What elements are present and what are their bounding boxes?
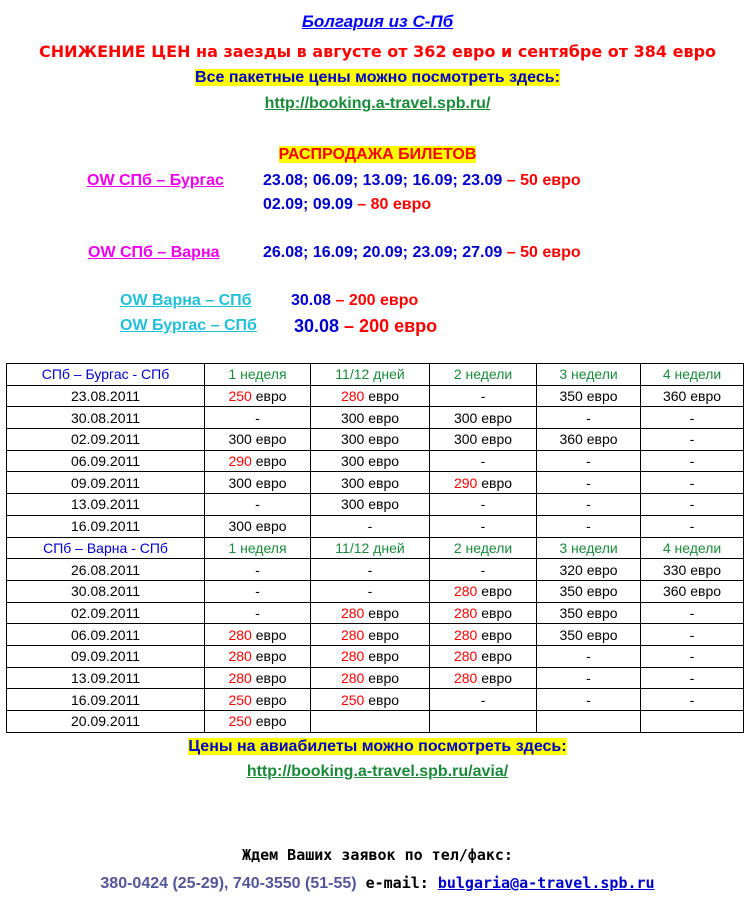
price-currency: евро <box>477 669 513 686</box>
price-value: 280 <box>228 626 252 643</box>
duration-header-cell: 2 недели <box>430 537 537 559</box>
sale-dates: 30.08 <box>291 292 332 309</box>
price-value: 280 <box>453 648 478 665</box>
price-value: 280 <box>340 604 365 621</box>
table-row <box>7 450 744 472</box>
price-currency: евро <box>251 669 287 686</box>
avia-note-text: Цены на авиабилеты можно посмотреть здесь: <box>188 738 567 755</box>
price-cell: 330 евро <box>641 559 744 581</box>
table-row <box>7 624 744 646</box>
price-currency: евро <box>477 583 513 600</box>
date-cell: 06.09.2011 <box>7 450 205 472</box>
phone-numbers: 380-0424 (25-29), 740-3550 (51-55) <box>100 875 357 892</box>
price-cell <box>430 602 537 624</box>
price-cell: 320 евро <box>537 559 641 581</box>
price-value: 280 <box>340 626 365 643</box>
table-row <box>7 385 744 407</box>
discount-banner: СНИЖЕНИЕ ЦЕН на заезды в августе от 362 евро и сентябре от 384 евро <box>38 42 717 61</box>
price-cell: - <box>311 515 430 537</box>
price-value: 280 <box>453 583 478 600</box>
price-value: 280 <box>228 669 252 686</box>
price-cell <box>205 624 311 646</box>
price-cell: - <box>311 559 430 581</box>
price-value: 250 <box>228 388 252 405</box>
table-row <box>7 515 744 537</box>
sale-line-burgas-spb-1 <box>294 316 437 337</box>
price-cell: 360 евро <box>641 385 744 407</box>
route-label-burgas-spb[interactable]: OW Бургас – СПб <box>120 317 257 334</box>
date-cell: 30.08.2011 <box>7 580 205 602</box>
table-row <box>7 689 744 711</box>
price-cell: - <box>537 472 641 494</box>
sale-price: – 50 евро <box>502 172 581 189</box>
date-cell: 16.09.2011 <box>7 515 205 537</box>
route-header-cell: СПб – Бургас - СПб <box>7 364 205 386</box>
price-cell <box>205 645 311 667</box>
sale-title-text: РАСПРОДАЖА БИЛЕТОВ <box>278 146 477 163</box>
date-cell: 06.09.2011 <box>7 624 205 646</box>
price-cell: - <box>641 407 744 429</box>
price-cell: 350 евро <box>537 624 641 646</box>
price-cell: 300 евро <box>311 450 430 472</box>
email-label: e-mail: <box>356 874 438 892</box>
price-cell <box>205 385 311 407</box>
page-title: Болгария из С-Пб <box>301 12 454 31</box>
price-cell: - <box>537 407 641 429</box>
duration-header-cell: 4 недели <box>641 537 744 559</box>
duration-header-cell: 2 недели <box>430 364 537 386</box>
price-cell <box>311 689 430 711</box>
table-row <box>7 559 744 581</box>
sale-line-varna-spb-1 <box>291 292 418 310</box>
date-cell: 09.09.2011 <box>7 645 205 667</box>
sale-line-spb-burgas-2 <box>263 196 431 214</box>
price-cell: - <box>641 667 744 689</box>
price-cell: - <box>430 494 537 516</box>
price-cell: - <box>430 385 537 407</box>
price-cell <box>430 624 537 646</box>
price-cell: 350 евро <box>537 602 641 624</box>
sale-route-spb-burgas <box>87 172 224 190</box>
table-row <box>7 645 744 667</box>
sale-route-varna-spb <box>120 292 252 310</box>
price-cell: 360 евро <box>641 580 744 602</box>
table-row <box>7 667 744 689</box>
duration-header-cell: 11/12 дней <box>311 537 430 559</box>
date-cell: 09.09.2011 <box>7 472 205 494</box>
price-cell: - <box>430 689 537 711</box>
price-cell: - <box>537 450 641 472</box>
price-cell <box>430 645 537 667</box>
price-cell <box>311 645 430 667</box>
price-cell <box>205 667 311 689</box>
price-cell: - <box>205 559 311 581</box>
price-cell <box>537 711 641 733</box>
price-value: 280 <box>453 604 478 621</box>
table-row <box>7 602 744 624</box>
date-cell: 16.09.2011 <box>7 689 205 711</box>
price-cell: 360 евро <box>537 429 641 451</box>
sale-title <box>0 146 755 164</box>
avia-link[interactable]: http://booking.a-travel.spb.ru/avia/ <box>246 763 509 780</box>
price-cell <box>205 689 311 711</box>
contact-invite: Ждем Ваших заявок по тел/факс: <box>242 846 513 864</box>
duration-header-cell: 3 недели <box>537 364 641 386</box>
price-table-body <box>7 364 744 733</box>
price-value: 280 <box>228 648 252 665</box>
price-cell: - <box>641 624 744 646</box>
date-cell: 02.09.2011 <box>7 429 205 451</box>
price-currency: евро <box>477 648 513 665</box>
price-cell: - <box>641 494 744 516</box>
route-header-cell: СПб – Варна - СПб <box>7 537 205 559</box>
contact-line <box>0 874 755 893</box>
price-currency: евро <box>364 691 400 708</box>
price-cell: 350 евро <box>537 385 641 407</box>
date-cell: 13.09.2011 <box>7 494 205 516</box>
price-cell: - <box>311 580 430 602</box>
price-cell <box>430 711 537 733</box>
price-currency: евро <box>364 648 400 665</box>
price-currency: евро <box>477 626 513 643</box>
price-value: 290 <box>453 474 478 491</box>
sale-dates: 02.09; 09.09 <box>263 196 353 213</box>
price-cell <box>430 472 537 494</box>
price-table <box>6 363 744 733</box>
price-cell <box>311 667 430 689</box>
table-header-row <box>7 537 744 559</box>
sale-price: – 50 евро <box>502 244 581 261</box>
price-cell: - <box>430 515 537 537</box>
sale-line-spb-varna-1 <box>263 244 581 262</box>
price-cell <box>311 711 430 733</box>
price-cell <box>430 580 537 602</box>
sale-dates: 23.08; 06.09; 13.09; 16.09; 23.09 <box>263 172 503 189</box>
price-currency: евро <box>477 604 513 621</box>
sale-dates: 26.08; 16.09; 20.09; 23.09; 27.09 <box>263 244 503 261</box>
packages-note-text: Все пакетные цены можно посмотреть здесь: <box>195 69 560 86</box>
price-value: 280 <box>340 648 365 665</box>
duration-header-cell: 3 недели <box>537 537 641 559</box>
table-row <box>7 494 744 516</box>
price-cell: 300 евро <box>311 494 430 516</box>
price-currency: евро <box>364 388 400 405</box>
table-row <box>7 472 744 494</box>
sale-price: – 80 евро <box>352 196 432 213</box>
date-cell: 30.08.2011 <box>7 407 205 429</box>
price-value: 280 <box>453 669 478 686</box>
email-link[interactable]: bulgaria@a-travel.spb.ru <box>437 874 655 892</box>
price-cell: - <box>430 450 537 472</box>
price-cell: - <box>537 645 641 667</box>
price-cell: - <box>537 667 641 689</box>
price-cell <box>311 624 430 646</box>
price-currency: евро <box>251 626 287 643</box>
price-value: 280 <box>453 626 478 643</box>
sale-route-spb-varna <box>88 244 220 262</box>
price-cell: - <box>537 689 641 711</box>
price-cell: 300 евро <box>205 472 311 494</box>
price-cell: 300 евро <box>430 429 537 451</box>
price-cell <box>311 385 430 407</box>
date-cell: 26.08.2011 <box>7 559 205 581</box>
duration-header-cell: 11/12 дней <box>311 364 430 386</box>
price-cell: - <box>205 407 311 429</box>
price-cell <box>430 667 537 689</box>
price-cell: 350 евро <box>537 580 641 602</box>
packages-link[interactable]: http://booking.a-travel.spb.ru/ <box>264 95 491 112</box>
price-cell: - <box>641 450 744 472</box>
price-cell: 300 евро <box>205 515 311 537</box>
price-cell: 300 евро <box>205 429 311 451</box>
route-label-varna-spb[interactable]: OW Варна – СПб <box>120 292 252 309</box>
sale-price: – 200 евро <box>339 316 438 336</box>
date-cell: 13.09.2011 <box>7 667 205 689</box>
price-cell: - <box>641 645 744 667</box>
duration-header-cell: 4 недели <box>641 364 744 386</box>
sale-route-burgas-spb <box>120 317 257 335</box>
price-cell: - <box>430 559 537 581</box>
avia-note <box>0 738 755 756</box>
price-cell: - <box>641 429 744 451</box>
table-row <box>7 580 744 602</box>
table-row <box>7 711 744 733</box>
duration-header-cell: 1 неделя <box>205 364 311 386</box>
price-value: 250 <box>228 691 252 708</box>
price-value: 290 <box>228 453 252 470</box>
table-row <box>7 429 744 451</box>
price-cell: 300 евро <box>311 407 430 429</box>
price-value: 250 <box>228 713 252 730</box>
price-currency: евро <box>251 713 287 730</box>
price-cell: - <box>641 602 744 624</box>
price-cell <box>205 450 311 472</box>
price-cell <box>311 602 430 624</box>
price-currency: евро <box>251 691 287 708</box>
table-header-row <box>7 364 744 386</box>
price-cell: - <box>641 472 744 494</box>
price-value: 280 <box>340 669 365 686</box>
date-cell: 20.09.2011 <box>7 711 205 733</box>
price-currency: евро <box>251 388 287 405</box>
price-cell: - <box>537 494 641 516</box>
price-cell: - <box>205 580 311 602</box>
duration-header-cell: 1 неделя <box>205 537 311 559</box>
price-cell: 300 евро <box>311 429 430 451</box>
price-cell: - <box>205 602 311 624</box>
price-currency: евро <box>364 669 400 686</box>
price-cell: - <box>641 689 744 711</box>
price-currency: евро <box>364 604 400 621</box>
packages-note <box>0 69 755 87</box>
price-cell: 300 евро <box>311 472 430 494</box>
price-cell: - <box>641 515 744 537</box>
price-currency: евро <box>364 626 400 643</box>
date-cell: 02.09.2011 <box>7 602 205 624</box>
price-value: 280 <box>340 388 365 405</box>
route-label-spb-burgas[interactable]: OW СПб – Бургас <box>87 172 224 189</box>
date-cell: 23.08.2011 <box>7 385 205 407</box>
price-currency: евро <box>251 648 287 665</box>
sale-price: – 200 евро <box>331 292 419 309</box>
price-cell: 300 евро <box>430 407 537 429</box>
sale-line-spb-burgas-1 <box>263 172 581 190</box>
price-cell <box>641 711 744 733</box>
table-row <box>7 407 744 429</box>
price-cell <box>205 711 311 733</box>
price-currency: евро <box>477 474 513 491</box>
price-value: 250 <box>340 691 365 708</box>
route-label-spb-varna[interactable]: OW СПб – Варна <box>88 244 220 261</box>
price-cell: - <box>205 494 311 516</box>
sale-dates: 30.08 <box>294 316 340 336</box>
price-cell: - <box>537 515 641 537</box>
price-currency: евро <box>251 453 287 470</box>
